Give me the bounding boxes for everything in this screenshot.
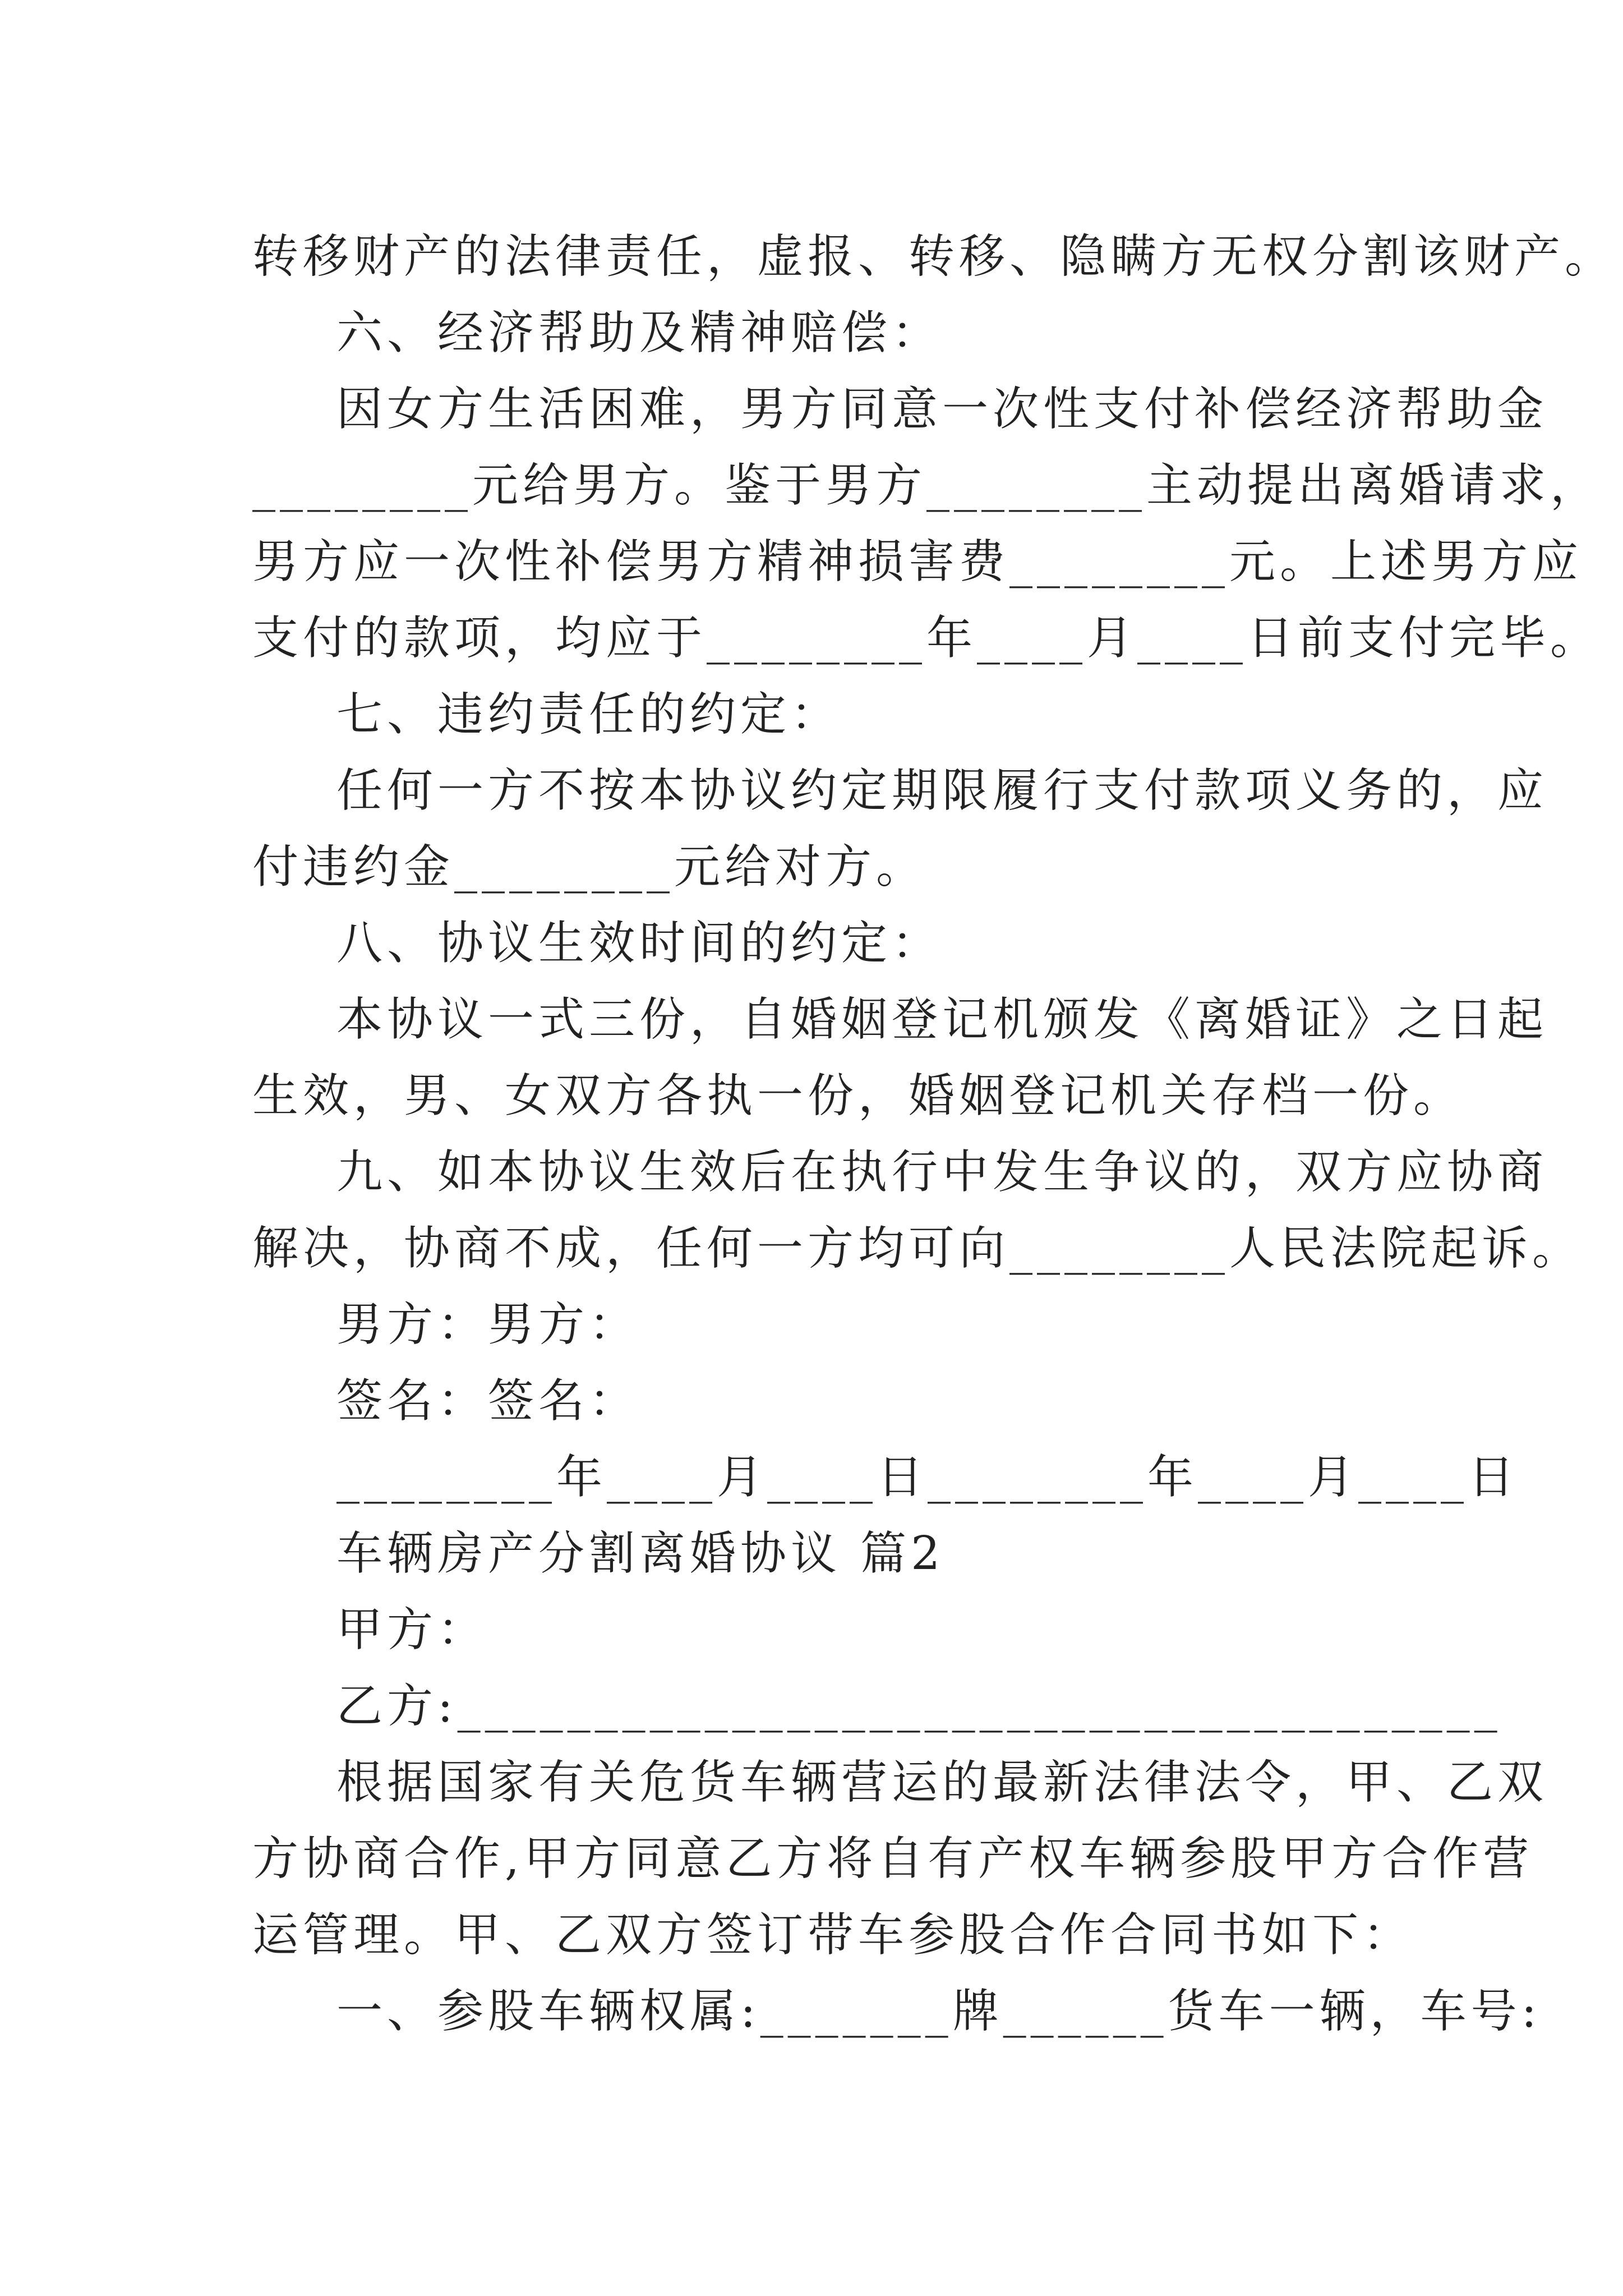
paragraph-line: 男方应一次性补偿男方精神损害费________元。上述男方应: [252, 535, 1583, 588]
section-heading: 六、经济帮助及精神赔偿：: [336, 306, 943, 360]
signature-date-line: ________年____月____日________年____月____日: [336, 1451, 1519, 1504]
paragraph-line: 根据国家有关危货车辆营运的最新法律法令，甲、乙双: [336, 1756, 1548, 1809]
paragraph-line: 生效，男、女双方各执一份，婚姻登记机关存档一份。: [252, 1069, 1464, 1122]
paragraph-line: 转移财产的法律责任，虚报、转移、隐瞒方无权分割该财产。: [252, 230, 1616, 283]
paragraph-line: 方协商合作,甲方同意乙方将自有产权车辆参股甲方合作营: [252, 1832, 1534, 1885]
paragraph-line: 任何一方不按本协议约定期限履行支付款项义务的，应: [336, 764, 1548, 817]
party-a-line: 甲方：: [336, 1603, 488, 1657]
section-heading: 七、违约责任的约定：: [336, 688, 842, 741]
paragraph-line: 支付的款项，均应于________年____月____日前支付完毕。: [252, 611, 1601, 665]
paragraph-line: 九、如本协议生效后在执行中发生争议的，双方应协商: [336, 1145, 1548, 1199]
section-title: 车辆房产分割离婚协议 篇2: [336, 1527, 945, 1580]
paragraph-line: 本协议一式三份，自婚姻登记机颁发《离婚证》之日起: [336, 993, 1548, 1046]
section-heading: 八、协议生效时间的约定：: [336, 917, 943, 970]
paragraph-line: 因女方生活困难，男方同意一次性支付补偿经济帮助金: [336, 383, 1548, 436]
signature-name-line: 签名：签名：: [336, 1374, 640, 1428]
signature-party-line: 男方：男方：: [336, 1298, 640, 1351]
paragraph-line: 付违约金________元给对方。: [252, 840, 927, 894]
paragraph-line: 一、参股车辆权属:_______牌______货车一辆，车号:: [336, 1985, 1542, 2038]
party-b-line: 乙方:______________________________________: [336, 1680, 1502, 1733]
paragraph-line: 解决，协商不成，任何一方均可向________人民法院起诉。: [252, 1222, 1583, 1275]
paragraph-line: 运管理。甲、乙双方签订带车参股合作合同书如下：: [252, 1908, 1414, 1962]
paragraph-line: ________元给男方。鉴于男方________主动提出离婚请求，: [252, 459, 1601, 512]
